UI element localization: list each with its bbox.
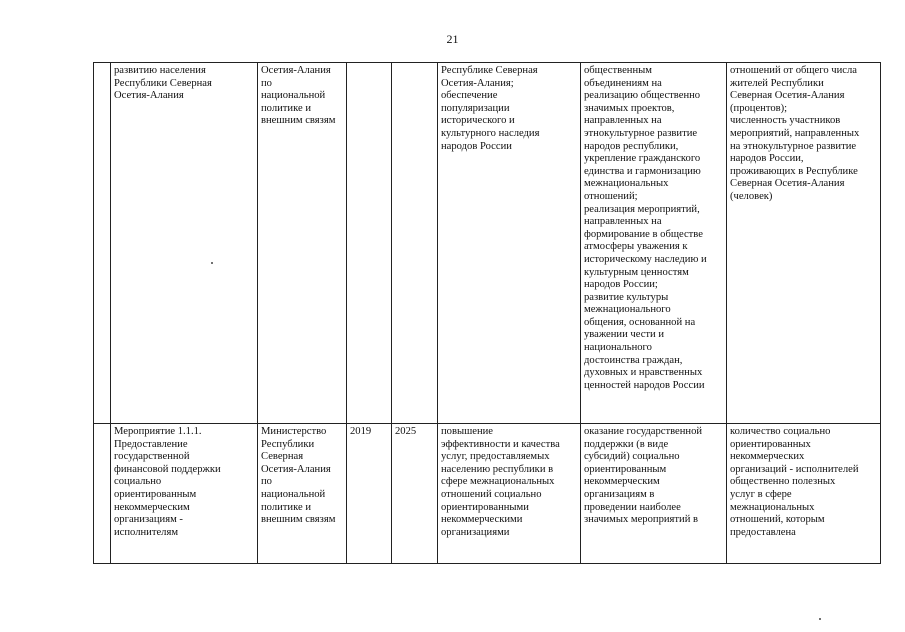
start-year-cell xyxy=(347,63,392,424)
page-number: 21 xyxy=(446,32,459,46)
indicators-cell: отношений от общего числа жителей Республики Северная Осетия-Алания (процентов); численность участников мероприятий, направленных на этнокультурное развитие народов России, проживающих в Республике Северная Осетия-Алания (человек) xyxy=(727,63,881,424)
expected-result-cell: повышение эффективности и качества услуг, предоставляемых населению республики в сфере межнациональных отношений социально ориентированными некоммерческими организациями xyxy=(438,424,581,564)
executor-cell: Осетия-Алания по национальной политике и внешним связям xyxy=(258,63,347,424)
expected-result-cell: Республике Северная Осетия-Алания; обеспечение популяризации исторического и культурного наследия народов России xyxy=(438,63,581,424)
table-row xyxy=(94,424,881,564)
table-row xyxy=(94,63,881,424)
scan-speck xyxy=(819,618,821,620)
measure-name-cell: Мероприятие 1.1.1. Предоставление государственной финансовой поддержки социально ориентированным некоммерческим организациям - исполнителям xyxy=(111,424,258,564)
indicators-cell: количество социально ориентированных некоммерческих организаций - исполнителей общественно полезных услуг в сфере межнациональных отношений, которым предоставлена xyxy=(727,424,881,564)
main-directions-cell: общественным объединениям на реализацию общественно значимых проектов, направленных на этнокультурное развитие народов республики, укрепление гражданского единства и гармонизацию межнациональных отношений; реализация мероприятий, направленных на формирование в обществе атмосферы уважения к историческому наследию и культурным ценностям народов России; развитие культуры межнационального общения, основанной на уважении чести и национального достоинства граждан, духовных и нравственных ценностей народов России xyxy=(581,63,727,424)
row-number-cell xyxy=(94,424,111,564)
main-directions-cell: оказание государственной поддержки (в виде субсидий) социально ориентированным некоммерческим организациям в проведении наиболее значимых мероприятий в xyxy=(581,424,727,564)
program-table xyxy=(93,62,881,564)
end-year-cell xyxy=(392,63,438,424)
measure-name-cell: развитию населения Республики Северная Осетия-Алания xyxy=(111,63,258,424)
executor-cell: Министерство Республики Северная Осетия-Алания по национальной политике и внешним связям xyxy=(258,424,347,564)
scan-speck xyxy=(211,262,213,264)
row-number-cell xyxy=(94,63,111,424)
start-year-cell: 2019 xyxy=(347,424,392,564)
end-year-cell: 2025 xyxy=(392,424,438,564)
